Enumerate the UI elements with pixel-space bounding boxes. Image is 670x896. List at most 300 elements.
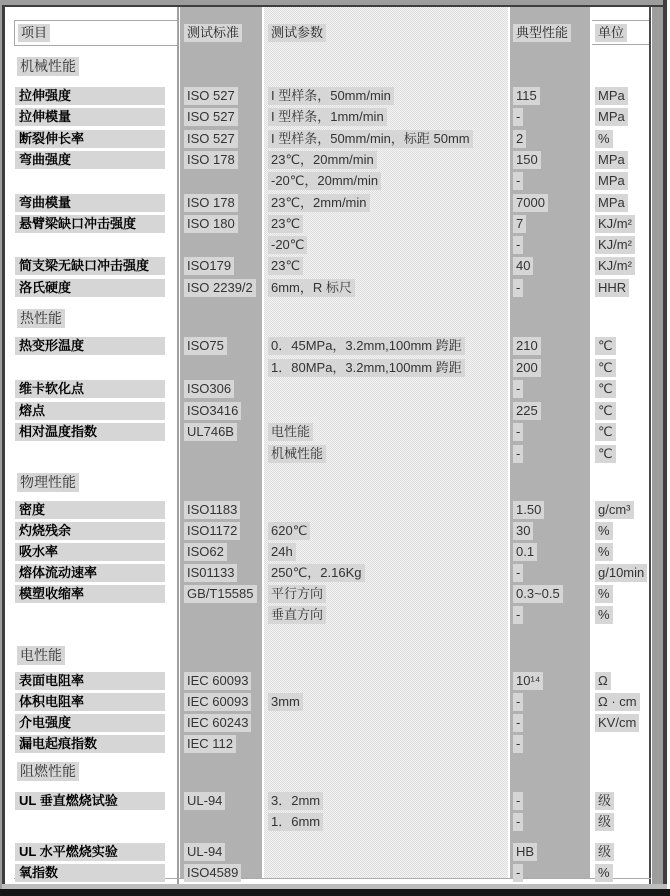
value-cell (513, 672, 543, 690)
parameter-cell-text: 23℃，2mm/min (268, 194, 370, 212)
section-title (17, 762, 79, 781)
value-cell-text: - (513, 108, 523, 126)
unit-header-top-border (592, 20, 649, 21)
parameter-cell-text: 620℃ (268, 522, 310, 540)
unit-cell (595, 279, 629, 297)
column-header-unit (595, 24, 627, 42)
value-cell-text: 115 (513, 87, 540, 105)
parameter-cell-text: I 型样条，1mm/min (268, 108, 387, 126)
item-cell (15, 215, 165, 233)
section-title-label: 电性能 (17, 646, 65, 665)
unit-cell (595, 606, 613, 624)
parameter-cell-text: 250℃，2.16Kg (268, 564, 365, 582)
column-header-item-label: 项目 (18, 24, 50, 42)
parameter-cell (268, 359, 465, 377)
item-cell (15, 194, 165, 212)
item-cell-text: 拉伸模量 (15, 108, 165, 126)
standard-cell (184, 672, 251, 690)
unit-cell (595, 564, 647, 582)
unit-cell (595, 813, 614, 831)
standard-cell (184, 585, 257, 603)
standard-cell (184, 151, 238, 169)
value-cell-text: - (513, 564, 523, 582)
value-cell-text: 40 (513, 257, 533, 275)
unit-cell-text: 级 (595, 792, 614, 810)
unit-cell-text: % (595, 522, 613, 540)
standard-cell (184, 423, 237, 441)
parameter-cell-text: 23℃，20mm/min (268, 151, 377, 169)
value-cell-text: 7 (513, 215, 526, 233)
parameter-cell-text: 垂直方向 (268, 606, 326, 624)
value-cell-text: - (513, 380, 523, 398)
item-cell (15, 864, 165, 882)
parameter-cell (268, 108, 387, 126)
section-title (17, 646, 65, 665)
unit-cell-text: Ω (595, 672, 611, 690)
unit-cell (595, 257, 635, 275)
unit-cell-text: KJ/m² (595, 215, 635, 233)
unit-cell (595, 693, 640, 711)
parameter-cell (268, 130, 473, 148)
parameter-cell-text: 0．45MPa，3.2mm,100mm 跨距 (268, 337, 465, 355)
item-cell (15, 402, 165, 420)
table-row (14, 714, 651, 734)
parameter-cell (268, 792, 323, 810)
standard-cell-text: ISO 180 (184, 215, 238, 233)
value-cell (513, 402, 541, 420)
unit-cell (595, 672, 611, 690)
item-cell-text: 氧指数 (15, 864, 165, 882)
item-cell-text: 模塑收缩率 (15, 585, 165, 603)
standard-cell (184, 257, 234, 275)
table-row (14, 87, 651, 107)
item-cell-text: UL 垂直燃烧试验 (15, 792, 165, 810)
item-cell (15, 279, 165, 297)
unit-cell (595, 522, 613, 540)
standard-cell-text: UL-94 (184, 843, 225, 861)
table-row (14, 380, 651, 400)
table-row (14, 215, 651, 235)
table-row (14, 257, 651, 277)
table-row (14, 735, 651, 755)
item-cell-text: 表面电阻率 (15, 672, 165, 690)
item-cell-text: UL 水平燃烧实验 (15, 843, 165, 861)
parameter-cell-text: I 型样条，50mm/min (268, 87, 394, 105)
standard-cell-text: IS01133 (184, 564, 237, 582)
unit-cell-text: % (595, 130, 613, 148)
standard-cell (184, 87, 238, 105)
standard-cell-text: GB/T15585 (184, 585, 257, 603)
value-cell-text: - (513, 864, 523, 882)
standard-cell-text: ISO 527 (184, 130, 238, 148)
value-cell (513, 194, 548, 212)
value-cell (513, 564, 523, 582)
section-title (17, 57, 79, 76)
unit-cell-text: % (595, 585, 613, 603)
standard-cell-text: ISO1172 (184, 522, 240, 540)
parameter-cell-text: 机械性能 (268, 445, 326, 463)
table-row (14, 813, 651, 833)
table-row (14, 501, 651, 521)
value-cell (513, 337, 541, 355)
item-cell-text: 密度 (15, 501, 165, 519)
value-cell (513, 735, 523, 753)
value-cell (513, 714, 523, 732)
standard-cell-text: ISO1183 (184, 501, 240, 519)
value-cell (513, 864, 523, 882)
unit-cell (595, 359, 616, 377)
parameter-cell (268, 564, 365, 582)
unit-cell (595, 130, 613, 148)
section-title-label: 物理性能 (17, 473, 79, 492)
table-row (14, 423, 651, 443)
table-row (14, 564, 651, 584)
standard-cell-text: IEC 60243 (184, 714, 251, 732)
value-cell (513, 172, 523, 190)
parameter-cell (268, 693, 303, 711)
standard-cell-text: UL746B (184, 423, 237, 441)
value-cell (513, 279, 523, 297)
standard-cell (184, 337, 227, 355)
value-cell (513, 215, 526, 233)
parameter-cell-text: 1．80MPa，3.2mm,100mm 跨距 (268, 359, 465, 377)
item-cell (15, 843, 165, 861)
value-cell-text: 10¹⁴ (513, 672, 543, 690)
parameter-cell (268, 337, 465, 355)
standard-cell (184, 108, 238, 126)
item-cell-text: 吸水率 (15, 543, 165, 561)
table-row (14, 108, 651, 128)
parameter-cell-text: 平行方向 (268, 585, 326, 603)
table-row (14, 279, 651, 299)
standard-cell (184, 843, 225, 861)
value-cell-text: - (513, 813, 523, 831)
value-cell (513, 585, 563, 603)
table-row (14, 693, 651, 713)
standard-cell-text: ISO306 (184, 380, 234, 398)
value-cell (513, 236, 523, 254)
value-cell-text: - (513, 445, 523, 463)
unit-cell-text: MPa (595, 151, 628, 169)
section-title-label: 阻燃性能 (17, 762, 79, 781)
unit-cell-text: ℃ (595, 359, 616, 377)
standard-cell (184, 215, 238, 233)
table-row (14, 236, 651, 256)
unit-cell-text: g/cm³ (595, 501, 634, 519)
unit-cell-text: KJ/m² (595, 257, 635, 275)
parameter-cell (268, 151, 377, 169)
item-cell (15, 693, 165, 711)
table-row (14, 130, 651, 150)
value-cell-text: - (513, 735, 523, 753)
standard-cell (184, 543, 227, 561)
parameter-cell (268, 257, 303, 275)
parameter-cell-text: 23℃ (268, 215, 303, 233)
unit-header-bottom-border (592, 44, 649, 45)
value-cell-text: 210 (513, 337, 541, 355)
parameter-cell-text: 电性能 (268, 423, 313, 441)
parameter-cell (268, 813, 323, 831)
value-cell-text: 0.1 (513, 543, 537, 561)
standard-cell-text: ISO4589 (184, 864, 241, 882)
value-cell (513, 380, 523, 398)
standard-cell (184, 380, 234, 398)
item-cell (15, 130, 165, 148)
unit-cell (595, 215, 635, 233)
section-title-label: 热性能 (17, 309, 65, 328)
parameter-cell (268, 543, 296, 561)
table-row (14, 792, 651, 812)
parameter-cell (268, 445, 326, 463)
parameter-cell-text: 23℃ (268, 257, 303, 275)
item-cell-text: 灼烧残余 (15, 522, 165, 540)
standard-cell (184, 279, 256, 297)
unit-cell-text: ℃ (595, 337, 616, 355)
value-cell (513, 606, 523, 624)
standard-cell-text: IEC 112 (184, 735, 236, 753)
item-cell-text: 熔体流动速率 (15, 564, 165, 582)
value-cell-text: 150 (513, 151, 541, 169)
unit-cell (595, 402, 616, 420)
value-cell-text: HB (513, 843, 537, 861)
standard-cell (184, 714, 251, 732)
value-cell-text: 1.50 (513, 501, 544, 519)
standard-cell-text: ISO3416 (184, 402, 241, 420)
unit-cell-text: ℃ (595, 423, 616, 441)
unit-cell-text: KV/cm (595, 714, 639, 732)
table-row (14, 606, 651, 626)
table-row (14, 172, 651, 192)
unit-cell (595, 501, 634, 519)
unit-cell-text: ℃ (595, 380, 616, 398)
item-cell-text: 热变形温度 (15, 337, 165, 355)
value-cell-text: 7000 (513, 194, 548, 212)
value-cell-text: 30 (513, 522, 533, 540)
value-cell-text: 200 (513, 359, 541, 377)
item-cell (15, 501, 165, 519)
value-cell-text: - (513, 423, 523, 441)
item-cell-text: 漏电起痕指数 (15, 735, 165, 753)
value-cell-text: - (513, 279, 523, 297)
standard-cell-text: IEC 60093 (184, 672, 251, 690)
parameter-cell (268, 522, 310, 540)
frame-bottom-bar (0, 889, 670, 896)
item-cell (15, 423, 165, 441)
parameter-cell (268, 585, 326, 603)
standard-cell (184, 864, 241, 882)
standard-cell (184, 194, 238, 212)
frame-left-dark (2, 5, 5, 889)
table-row (14, 151, 651, 171)
section-title (17, 309, 65, 328)
column-header-standard-label: 测试标准 (184, 24, 242, 42)
table-row (14, 543, 651, 563)
unit-cell-text: % (595, 864, 613, 882)
value-cell (513, 257, 533, 275)
unit-cell (595, 423, 616, 441)
item-cell-text: 体积电阻率 (15, 693, 165, 711)
item-cell (15, 151, 165, 169)
unit-cell (595, 380, 616, 398)
value-cell (513, 693, 523, 711)
standard-cell-text: ISO75 (184, 337, 227, 355)
table-row (14, 445, 651, 465)
parameter-cell-text: 24h (268, 543, 296, 561)
item-cell (15, 257, 165, 275)
value-cell (513, 87, 540, 105)
value-cell (513, 445, 523, 463)
item-cell (15, 87, 165, 105)
value-cell-text: - (513, 606, 523, 624)
standard-cell (184, 522, 240, 540)
value-cell-text: 225 (513, 402, 541, 420)
unit-cell (595, 843, 614, 861)
parameter-cell-text: 3mm (268, 693, 303, 711)
value-cell (513, 108, 523, 126)
unit-cell (595, 337, 616, 355)
parameter-cell (268, 87, 394, 105)
unit-cell-text: % (595, 606, 613, 624)
parameter-cell (268, 215, 303, 233)
item-cell (15, 522, 165, 540)
item-cell (15, 337, 165, 355)
item-cell-text: 熔点 (15, 402, 165, 420)
value-cell-text: - (513, 714, 523, 732)
unit-cell-text: HHR (595, 279, 629, 297)
item-cell (15, 792, 165, 810)
item-cell-text: 悬臂梁缺口冲击强度 (15, 215, 165, 233)
standard-cell (184, 130, 238, 148)
value-cell-text: - (513, 236, 523, 254)
item-cell-text: 断裂伸长率 (15, 130, 165, 148)
item-cell (15, 714, 165, 732)
standard-cell (184, 501, 240, 519)
standard-cell-text: ISO 2239/2 (184, 279, 256, 297)
unit-cell (595, 445, 616, 463)
standard-cell (184, 564, 237, 582)
item-cell (15, 380, 165, 398)
table-row (14, 843, 651, 863)
standard-cell-text: ISO62 (184, 543, 227, 561)
standard-cell-text: IEC 60093 (184, 693, 251, 711)
unit-cell (595, 585, 613, 603)
unit-cell-text: 级 (595, 813, 614, 831)
standard-cell-text: ISO 527 (184, 108, 238, 126)
parameter-cell (268, 194, 370, 212)
unit-cell (595, 792, 614, 810)
table-row (14, 402, 651, 422)
value-cell (513, 522, 533, 540)
unit-cell (595, 714, 639, 732)
item-cell (15, 735, 165, 753)
value-cell-text: - (513, 172, 523, 190)
parameter-cell-text: 3．2mm (268, 792, 323, 810)
frame-right-gray-band (652, 7, 663, 884)
unit-cell (595, 172, 628, 190)
parameter-cell (268, 279, 355, 297)
parameter-cell (268, 423, 313, 441)
item-cell (15, 108, 165, 126)
unit-cell (595, 194, 628, 212)
unit-cell-text: % (595, 543, 613, 561)
value-cell (513, 543, 537, 561)
table-row (14, 194, 651, 214)
unit-cell-text: MPa (595, 108, 628, 126)
unit-cell-text: 级 (595, 843, 614, 861)
frame-right-dark (663, 0, 667, 889)
parameter-cell-text: -20℃ (268, 236, 307, 254)
standard-cell (184, 402, 241, 420)
item-cell-text: 弯曲强度 (15, 151, 165, 169)
standard-cell (184, 792, 225, 810)
unit-cell-text: MPa (595, 194, 628, 212)
unit-cell (595, 87, 628, 105)
item-cell (15, 543, 165, 561)
item-cell-text: 相对温度指数 (15, 423, 165, 441)
parameter-cell-text: -20℃，20mm/min (268, 172, 381, 190)
table-row (14, 522, 651, 542)
item-cell-text: 洛氏硬度 (15, 279, 165, 297)
parameter-cell-text: 1．6mm (268, 813, 323, 831)
standard-cell (184, 735, 236, 753)
value-cell (513, 423, 523, 441)
parameter-cell-text: I 型样条，50mm/min，标距 50mm (268, 130, 473, 148)
table-row (14, 672, 651, 692)
table-row (14, 359, 651, 379)
unit-cell (595, 543, 613, 561)
unit-cell-text: g/10min (595, 564, 647, 582)
value-cell (513, 792, 523, 810)
unit-cell-text: ℃ (595, 445, 616, 463)
unit-cell-text: MPa (595, 87, 628, 105)
item-cell (15, 564, 165, 582)
item-cell (15, 585, 165, 603)
column-header-standard (184, 24, 242, 42)
unit-cell-text: MPa (595, 172, 628, 190)
standard-cell-text: ISO 178 (184, 194, 238, 212)
parameter-cell (268, 236, 307, 254)
column-header-value (513, 24, 571, 42)
unit-cell-text: Ω · cm (595, 693, 640, 711)
value-cell-text: - (513, 693, 523, 711)
item-cell (15, 672, 165, 690)
value-cell (513, 151, 541, 169)
value-cell-text: 2 (513, 130, 526, 148)
item-cell-text: 简支梁无缺口冲击强度 (15, 257, 165, 275)
item-cell-text: 拉伸强度 (15, 87, 165, 105)
value-cell-text: - (513, 792, 523, 810)
item-cell-text: 介电强度 (15, 714, 165, 732)
value-cell (513, 359, 541, 377)
standard-cell (184, 693, 251, 711)
standard-cell-text: ISO 178 (184, 151, 238, 169)
value-cell-text: 0.3~0.5 (513, 585, 563, 603)
item-cell-text: 弯曲模量 (15, 194, 165, 212)
parameter-cell (268, 172, 381, 190)
section-title (17, 473, 79, 492)
column-header-parameter-label: 测试参数 (268, 24, 326, 42)
column-header-unit-label: 单位 (595, 24, 627, 42)
column-header-item (18, 24, 50, 42)
table-row (14, 864, 651, 884)
parameter-cell-text: 6mm，R 标尺 (268, 279, 355, 297)
unit-cell (595, 108, 628, 126)
unit-cell-text: KJ/m² (595, 236, 635, 254)
column-header-value-label: 典型性能 (513, 24, 571, 42)
value-cell (513, 843, 537, 861)
unit-cell (595, 864, 613, 882)
standard-cell-text: ISO179 (184, 257, 234, 275)
